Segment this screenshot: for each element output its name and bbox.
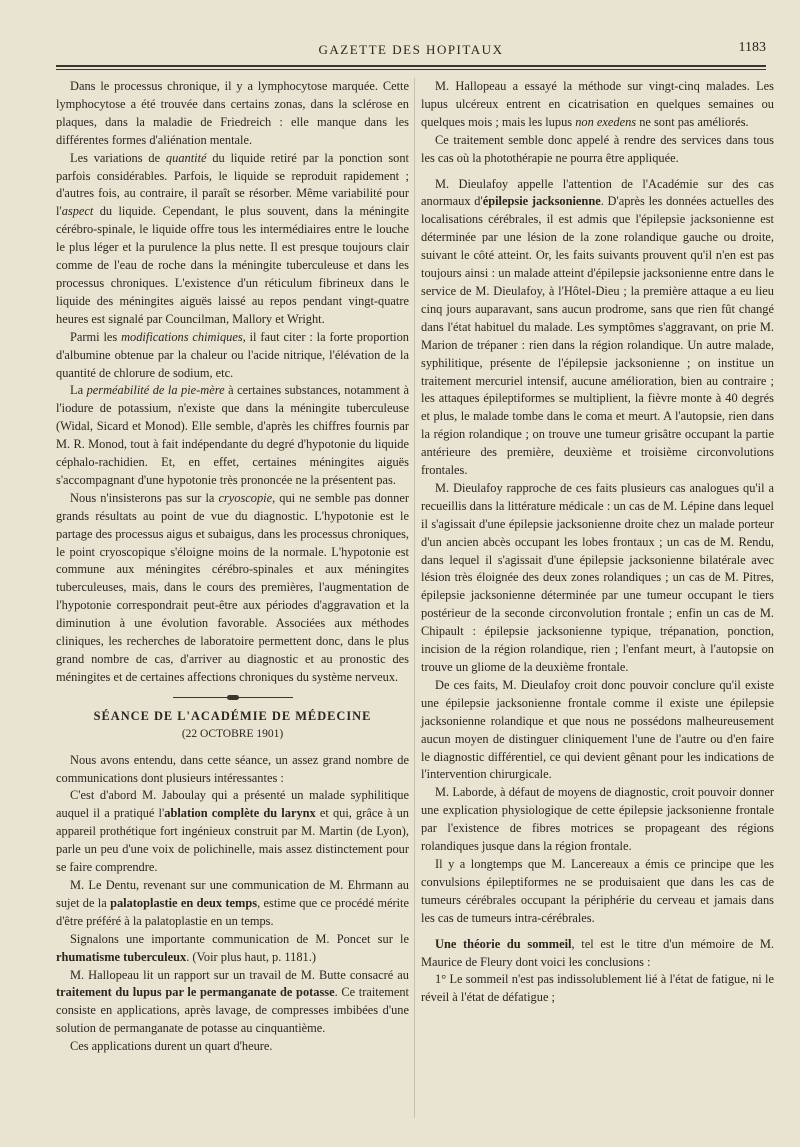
section-date: (22 OCTOBRE 1901) xyxy=(181,727,284,740)
page-number: 1183 xyxy=(738,40,766,55)
paragraph: Nous avons entendu, dans cette séance, un assez grand nombre de communications dont plusieurs intéressantes : xyxy=(56,752,409,785)
paragraph: M. Le Dentu, revenant sur une communication de M. Ehrmann au sujet de la palatoplastie en deux temps, estime que ce procédé mérite d'être préféré à la palatoplastie en un temps. xyxy=(56,877,409,928)
paragraph: De ces faits, M. Dieulafoy croit donc pouvoir conclure qu'il existe une épilepsie jacksonienne frontale comme il existe une épilepsie jacksonienne rolandique et que nous ne possédons malheureusement aucun moyen de distinguer cliniquement l'une de l'autre ou d'en faire le diagnostic différentiel, ce qui devient gênant pour les indications de l'intervention chirurgicale. xyxy=(421,677,774,782)
paragraph: Dans le processus chronique, il y a lymphocytose marquée. Cette lymphocytose a été trouvée dans certains zonas, dans la sclérose en plaques, dans la maladie de Friedreich : elle manque dans les différentes formes d'aliénation mentale. xyxy=(56,79,409,147)
paragraph: Une théorie du sommeil, tel est le titre d'un mémoire de M. Maurice de Fleury dont voici les conclusions : xyxy=(421,936,774,969)
paragraph: Ces applications durent un quart d'heure. xyxy=(70,1039,273,1054)
paragraph: Parmi les modifications chimiques, il faut citer : la forte proportion d'albumine obtenue par la chaleur ou l'acide nitrique, l'élévation de la quantité de chlorure de sodium, etc. xyxy=(56,329,410,380)
header-rule-thin xyxy=(56,69,766,70)
paragraph: M. Dieulafoy appelle l'attention de l'Académie sur des cas anormaux d'épilepsie jacksonienne. D'après les données actuelles des localisations cérébrales, il est admis que l'épilepsie jacksonienne est déterminée par une lésion de la zone rolandique gauche ou droite, suivant le côté atteint. Or, les faits suivants prouvent qu'il n'en est pas toujours ainsi : un malade atteint d'épilepsie jacksonienne entre dans le service de M. Dieulafoy, à l'Hôtel-Dieu ; la première attaque a eu lieu cinq jours auparavant, sans aucun prodrome, sans que rien fût changé dans l'état habituel du malade. Les symptômes s'aggravant, on prie M. Marion de trépaner : rien dans la région rolandique. Un autre malade, syphilitique, présente de l'épilepsie jacksonienne ; on institue un traitement mercuriel intensif, aucune amélioration, bien au contraire ; les attaques épileptiformes se multiplient, la fièvre monte à 40 degrés et plus, le malade tombe dans le coma et meurt. A l'autopsie, rien dans la région rolandique ; on trouve une tumeur grisâtre occupant la partie antérieure des première, deuxième et troisième circonvolutions frontales. xyxy=(421,176,775,478)
paragraph: M. Hallopeau lit un rapport sur un travail de M. Butte consacré au traitement du lupus par le permanganate de potasse. Ce traitement consiste en applications, après lavage, de compresses imbibées d'une solution de permanganate de potasse au cinquantième. xyxy=(56,967,409,1036)
paragraph: M. Dieulafoy rapproche de ces faits plusieurs cas analogues qu'il a recueillis dans la littérature médicale : un cas de M. Lépine dans lequel il s'agissait d'une épilepsie jacksonienne droite chez un malade porteur d'un ancien abcès occupant les lobes frontaux ; un cas de M. Rendu, dans lequel il s'agissait d'une épilepsie jacksonienne bilatérale avec lésion très éloignée des deux zones rolandiques ; un cas de M. Pitres, épilepsie jacksonienne déterminée par une tumeur occupant le tiers postérieur de la seconde circonvolution frontale ; enfin un cas de M. Chipault : épilepsie jacksonienne typique, trépanation, ponction, incision de la région rolandique, rien ; l'enfant meurt, à l'autopsie on trouve un gliome de la deuxième frontale. xyxy=(421,480,774,674)
paragraph: C'est d'abord M. Jaboulay qui a présenté un malade syphilitique auquel il a pratiqué l'ablation complète du larynx et qui, grâce à un appareil prothétique fort ingénieux construit par M. Martin (de Lyon), parle un peu d'une voix de polichinelle, mais assez distinctement pour se faire comprendre. xyxy=(56,788,410,875)
paragraph: Nous n'insisterons pas sur la cryoscopie, qui ne semble pas donner grands résultats au point de vue du diagnostic. L'hypotonie est le partage des processus aigus et subaigus, dans les processus chroniques, le point cryoscopique s'éloigne moins de la normale. L'hypotonie est commune aux méningites cérébro-spinales et aux méningites tuberculeuses, mais, dans le cours des premières, l'augmentation de l'hypotonie correspondrait peut-être aux périodes d'aggravation et la diminution à une évolution favorable. Associées aux méthodes cliniques, les recherches de laboratoire permettent donc, dans le plus grand nombre de cas, d'arriver au diagnostic et au pronostic des méningites et de certaines affections chroniques du système nerveux. xyxy=(56,490,409,684)
paragraph: Ce traitement semble donc appelé à rendre des services dans tous les cas où la photothérapie ne pourra être appliquée. xyxy=(421,132,774,165)
paragraph: Les variations de quantité du liquide retiré par la ponction sont parfois considérables. Parfois, le liquide se reproduit rapidement ; d'autres fois, au contraire, il paraît se résorber. Même variabilité pour l'aspect du liquide. Cependant, le plus souvent, dans la méningite cérébro-spinale, le liquide offre tous les intermédiaires entre le louche le plus léger et la purulence la plus nette. Il est presque toujours clair comme de l'eau de roche dans la méningite tuberculeuse et dans les processus chroniques. L'existence d'un réticulum fibrineux dans le liquide des méningites aiguës laissé au repos pendant vingt-quatre heures est signalé par Councilman, Mallory et Wright. xyxy=(56,150,409,326)
page-header xyxy=(56,40,766,62)
section-separator xyxy=(173,697,293,698)
paragraph: Il y a longtemps que M. Lancereaux a émis ce principe que les convulsions épileptiformes ne se produisaient que dans les cas de tumeurs cérébrales occupant la périphérie du cerveau et jamais dans les cas de tumeurs intra-cérébrales. xyxy=(421,856,774,925)
section-title: SÉANCE DE L'ACADÉMIE DE MÉDECINE xyxy=(93,708,372,723)
paragraph: M. Laborde, à défaut de moyens de diagnostic, croit pouvoir donner une explication physiologique de cette épilepsie jacksonienne frontale par l'existence de fibres motrices se propageant des régions rolandiques jusque dans la région frontale. xyxy=(421,785,774,854)
paragraph: La perméabilité de la pie-mère à certaines substances, notamment à l'iodure de potassium, n'existe que dans la méningite tuberculeuse (Widal, Sicard et Monod). Elle semble, d'après les chiffres fournis par M. R. Monod, tout à fait indépendante du degré d'hypotonie du liquide céphalo-rachidien. Et, en effet, certaines méningites aiguës s'accompagnant d'une hypotonie très prononcée ne la présentent pas. xyxy=(56,383,409,487)
column-divider xyxy=(414,78,415,1118)
paragraph: M. Hallopeau a essayé la méthode sur vingt-cinq malades. Les lupus ulcéreux entrent en cicatrisation en quelques semaines ou quelques mois ; mais les lupus non exedens ne sont pas améliorés. xyxy=(421,79,774,129)
right-column xyxy=(421,78,774,1007)
paragraph: 1° Le sommeil n'est pas indissolublement lié à l'état de fatigue, ni le réveil à l'état de défatigue ; xyxy=(421,972,774,1005)
journal-title: GAZETTE DES HOPITAUX xyxy=(318,42,504,57)
header-rule xyxy=(56,65,766,67)
paragraph: Signalons une importante communication de M. Poncet sur le rhumatisme tuberculeux. (Voir plus haut, p. 1181.) xyxy=(56,931,409,964)
left-column xyxy=(56,78,409,1056)
